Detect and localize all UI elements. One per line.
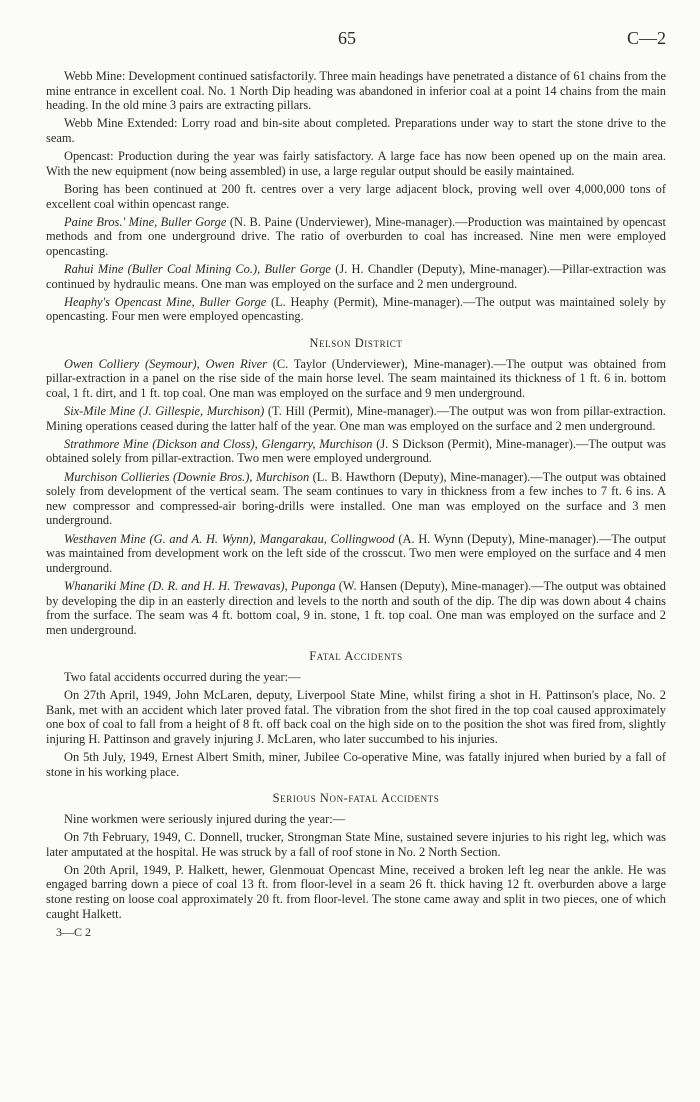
paragraph: Rahui Mine (Buller Coal Mining Co.), Buller Gorge (J. H. Chandler (Deputy), Mine-manager).—Pillar-extraction was continued by hydraulic means. One man was employed on the surface and 2 men underground. <box>46 262 666 291</box>
paragraph: Paine Bros.' Mine, Buller Gorge (N. B. Paine (Underviewer), Mine-manager).—Production was maintained by opencast methods and from one underground drive. The ratio of overburden to coal has increased. Nine men were employed opencasting. <box>46 214 667 258</box>
signature-mark: 3—C 2 <box>56 924 92 939</box>
paragraph: Westhaven Mine (G. and A. H. Wynn), Mangarakau, Collingwood (A. H. Wynn (Deputy), Mine-manager).—The output was maintained from development work on the left side of the crosscut. Two men were employed on the surface and 4 men underground. <box>46 531 667 575</box>
heading-serious-non-fatal-accidents: Serious Non-fatal Accidents <box>272 791 440 806</box>
paragraph: Webb Mine: Development continued satisfactorily. Three main headings have penetrated a distance of 61 chains from the mine entrance in excellent coal. No. 1 North Dip heading was abandoned in inferior coal at a point 14 chains from the main heading. In the old mine 3 pairs are extracting pillars. <box>46 69 666 113</box>
section-mines-westland <box>46 69 666 324</box>
paragraph: On 5th July, 1949, Ernest Albert Smith, miner, Jubilee Co-operative Mine, was fatally injured when buried by a fall of stone in his working place. <box>46 750 666 779</box>
heading-nelson-district: Nelson District <box>309 336 403 351</box>
paragraph: Webb Mine Extended: Lorry road and bin-site about completed. Preparations under way to start the stone drive to the seam. <box>46 116 666 145</box>
paragraph: Owen Colliery (Seymour), Owen River (C. Taylor (Underviewer), Mine-manager).—The output was obtained from pillar-extraction in a panel on the rise side of the main horse level. The seam maintained its thickness of 1 ft. 6 in. bottom coal, 1 ft. dirt, and 1 ft. top coal. One man was employed on the surface and 9 men underground. <box>46 356 667 400</box>
page-number: 65 <box>338 28 356 48</box>
paragraph: Whanariki Mine (D. R. and H. H. Trewavas), Puponga (W. Hansen (Deputy), Mine-manager).—The output was obtained by developing the dip in an easterly direction and levels to the north and south of the dip. The dip was down about 4 chains from the surface. The seam was 4 ft. bottom coal, 9 in. stone, 1 ft. top coal. One man was employed on the surface and 2 men underground. <box>46 578 666 637</box>
section-fatal-accidents <box>46 670 666 779</box>
paragraph: Two fatal accidents occurred during the year:— <box>64 669 301 684</box>
paragraph: Nine workmen were seriously injured during the year:— <box>64 811 346 826</box>
page-header <box>0 28 700 52</box>
paragraph: On 27th April, 1949, John McLaren, deputy, Liverpool State Mine, whilst firing a shot in H. Pattinson's place, No. 2 Bank, met with an accident which later proved fatal. The vibration from the shot fired in the top coal caused approximately one box of coal to fall from a height of 8 ft. off back coal on the high side on to the position the shot was fired from, slightly injuring H. Pattinson and gravely injuring J. McLaren, who later succumbed to his injuries. <box>46 688 666 746</box>
section-nelson-district <box>46 357 666 638</box>
paragraph: Boring has been continued at 200 ft. centres over a very large adjacent block, proving well over 4,000,000 tons of excellent coal within opencast range. <box>46 181 666 211</box>
paragraph: On 7th February, 1949, C. Donnell, trucker, Strongman State Mine, sustained severe injuries to his right leg, which was later amputated at the hospital. He was struck by a fall of roof stone in No. 2 North Section. <box>46 830 666 859</box>
heading-fatal-accidents: Fatal Accidents <box>309 649 403 664</box>
paragraph: On 20th April, 1949, P. Halkett, hewer, Glenmouat Opencast Mine, received a broken left leg near the ankle. He was engaged barring down a piece of coal 13 ft. from floor-level in a seam 26 ft. thick having 12 ft. overburden above a large stone resting on loose coal approximately 20 ft. from floor-level. The stone came away and split in two pieces, one of which caught Halkett. <box>46 862 666 921</box>
paragraph: Opencast: Production during the year was fairly satisfactory. A large face has now been opened up on the main area. With the new equipment (now being assembled) in use, a large regular output should be easily maintained. <box>46 149 666 178</box>
paragraph: Heaphy's Opencast Mine, Buller Gorge (L. Heaphy (Permit), Mine-manager).—The output was maintained solely by opencasting. Four men were employed opencasting. <box>46 294 666 324</box>
paragraph: Strathmore Mine (Dickson and Closs), Glengarry, Murchison (J. S Dickson (Permit), Mine-manager).—The output was obtained solely from pillar-extraction. Two men were employed underground. <box>46 436 666 466</box>
section-serious-accidents <box>46 812 666 921</box>
paragraph: Six-Mile Mine (J. Gillespie, Murchison) (T. Hill (Permit), Mine-manager).—The output was won from pillar-extraction. Mining operations ceased during the latter half of the year. One man was employed on the surface and 2 men underground. <box>46 404 666 433</box>
page-body <box>46 69 666 939</box>
paragraph: Murchison Collieries (Downie Bros.), Murchison (L. B. Hawthorn (Deputy), Mine-manager).—The output was obtained solely from development of the vertical seam. The seam continues to vary in thickness from a few inches to 7 ft. 6 ins. A new compressor and compressed-air boring-drills were installed. One man was employed on the surface and 3 men underground. <box>46 469 666 528</box>
document-reference: C—2 <box>626 28 666 48</box>
